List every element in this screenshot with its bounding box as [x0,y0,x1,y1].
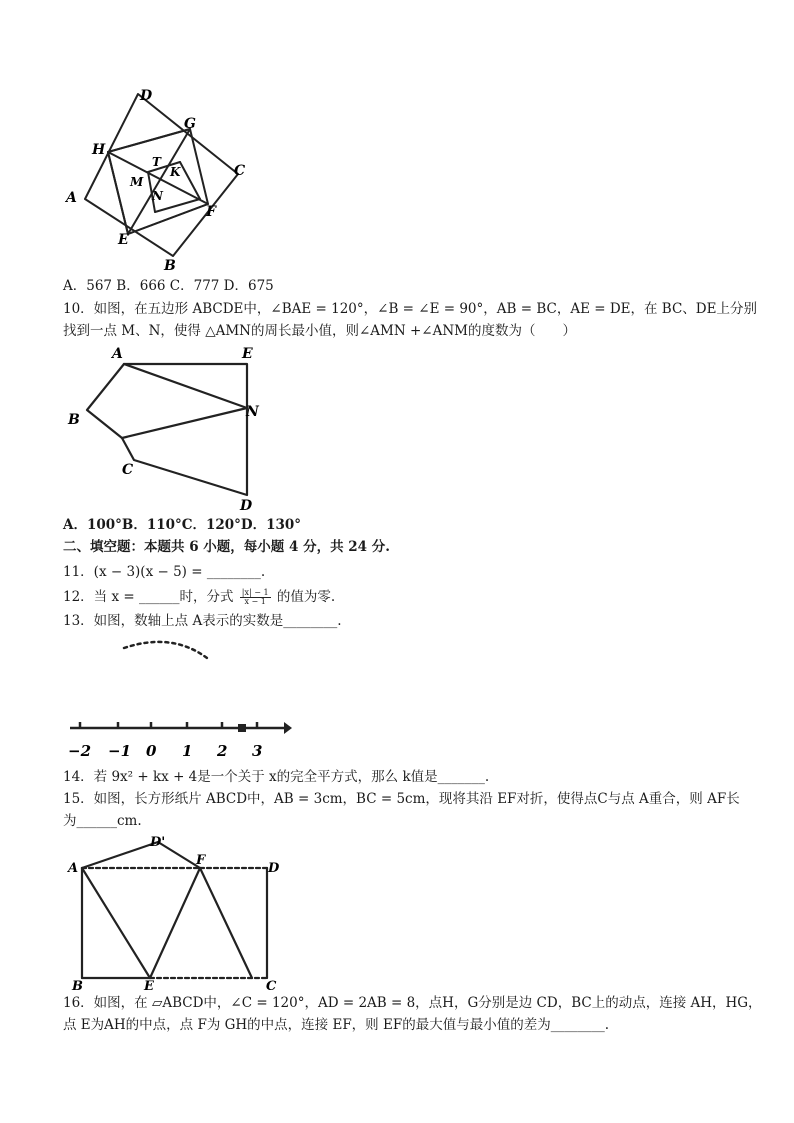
label-A: A [68,861,79,876]
label-F: F [206,204,216,220]
section-2-heading: 二、填空题：本题共 6 小题，每小题 4 分，共 24 分. [63,539,390,555]
q16-line2: 点 E为AH的中点，点 F为 GH的中点，连接 EF，则 EF的最大值与最小值的差为________. [63,1017,609,1033]
q12-suffix: 的值为零. [276,589,336,605]
tick-label-neg1: −1 [108,742,132,760]
q16-line1: 16．如图，在 ▱ABCD中，∠C = 120°，AD = 2AB = 8，点H，G分别是边 CD，BC上的动点，连接 AH，HG， [63,995,762,1011]
q9-options: A．567 B．666 C．777 D．675 [63,278,274,294]
label-C: C [122,462,134,478]
tick-label-3: 3 [252,742,263,760]
q15-line1: 15．如图，长方形纸片 ABCD中，AB = 3cm，BC = 5cm，现将其沿 EF对折，使得点C与点 A重合，则 AF长 [63,791,740,807]
label-G: G [184,116,196,132]
label-B: B [72,979,83,994]
tick-label-0: 0 [146,742,157,760]
q12-numerator: |x| − 1 [241,588,269,597]
q12-prefix: 12．当 x = ______时，分式 [63,589,234,605]
label-H: H [92,142,106,158]
q10-figure [62,340,272,518]
q10-line2: 找到一点 M、N，使得 △AMN的周长最小值，则∠AMN +∠ANM的度数为（ ） [63,323,576,339]
dashed-arc [124,642,207,658]
label-B: B [68,412,80,428]
label-A: A [112,346,123,362]
point-marker [238,724,246,732]
label-K: K [170,165,181,179]
q15-line2: 为______cm. [63,813,142,829]
q13: 13．如图，数轴上点 A表示的实数是________. [63,613,342,629]
q13-number-line-figure [62,636,292,766]
tick-label-neg2: −2 [68,742,92,760]
label-A: A [66,190,77,206]
tick-label-2: 2 [217,742,228,760]
q11: 11．(x − 3)(x − 5) = ________. [63,564,266,580]
label-M: M [130,175,144,189]
q10-line1: 10．如图，在五边形 ABCDE中，∠BAE = 120°，∠B = ∠E = 90°，AB = BC，AE = DE，在 BC、DE上分别 [63,301,757,317]
label-E: E [144,979,154,994]
axis-arrow-icon [284,722,292,734]
label-T: T [152,155,161,169]
label-D: D [268,861,280,876]
label-E: E [242,346,253,362]
q15-figure [62,832,282,994]
q12-denominator: x − 1 [244,597,266,606]
label-F: F [196,853,206,868]
label-D: D [140,88,153,104]
label-E: E [118,232,129,248]
outer-square [85,94,238,256]
q10-options: A．100°B．110°C．120°D．130° [63,517,302,533]
label-N: N [246,404,259,420]
q14: 14．若 9x² + kx + 4是一个关于 x的完全平方式，那么 k值是_______. [63,769,490,785]
q12-fraction [240,589,271,606]
label-C: C [234,163,246,179]
label-D-prime: D' [150,835,166,850]
label-C: C [266,979,277,994]
label-D: D [240,498,253,514]
tick-label-1: 1 [182,742,193,760]
q9-figure [60,84,260,276]
label-B: B [164,258,176,274]
label-N: N [152,189,163,203]
q12 [63,588,335,606]
